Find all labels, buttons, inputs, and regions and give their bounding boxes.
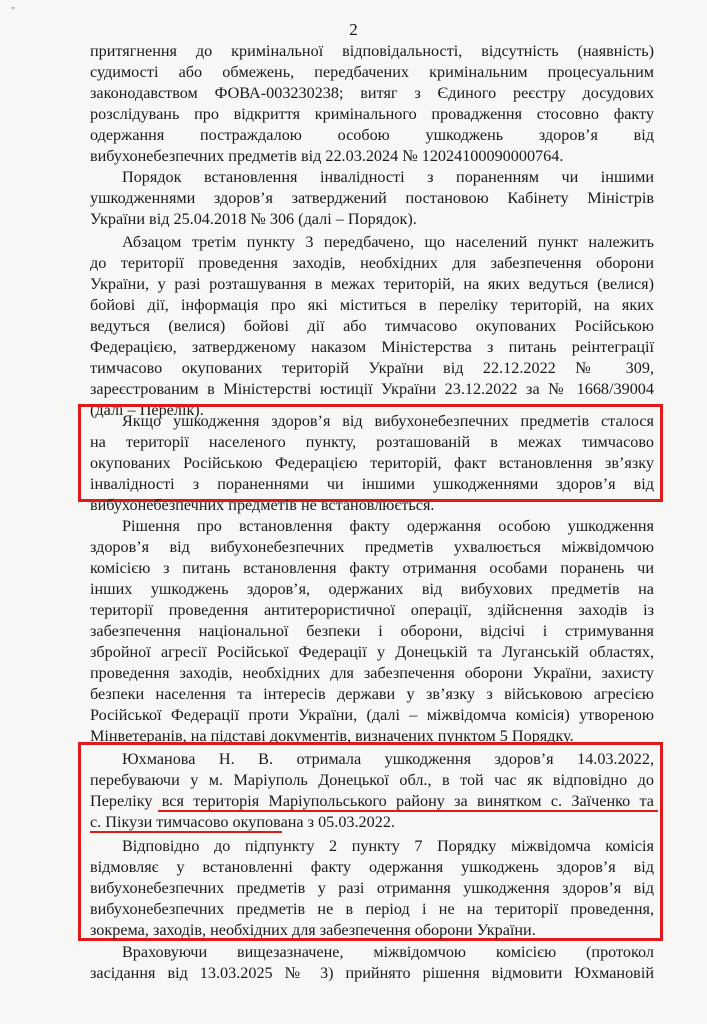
text-line: ушкодженнями здоров’я затверджений постановою Кабінету Міністрів	[90, 189, 654, 207]
page-number: 2	[349, 20, 358, 39]
scan-corner-mark: "	[11, 6, 16, 17]
text-line: на території населеного пункту, розташованій в межах тимчасово	[90, 433, 654, 451]
text-line: перебуваючи у м. Маріуполь Донецької обл., в той час як відповідно до	[90, 771, 654, 789]
text-line: зокрема, заходів, необхідних для забезпечення оборони України.	[90, 921, 536, 939]
text-line: Рішення про встановлення факту одержання особою ушкодження	[122, 517, 654, 535]
text-line: розслідувань про відкриття кримінального провадження стосовно факту	[90, 105, 654, 123]
text-line: с. Пікузи тимчасово окупована з 05.03.2022.	[90, 813, 395, 831]
text-line: Юхманова Н. В. отримала ушкодження здоров’я 14.03.2022,	[122, 750, 654, 768]
text-line: збройної агресії Російської Федерації у Донецькій та Луганській областях,	[90, 643, 654, 661]
text-line: Абзацом третім пункту 3 передбачено, що населений пункт належить	[122, 233, 654, 251]
text-line: зареєстрованим в Міністерстві юстиції України 23.12.2022 за № 1668/39004	[90, 380, 654, 398]
text-line: Порядок встановлення інвалідності з пораненням чи іншими	[122, 168, 654, 186]
text-line: інших ушкоджень здоров’я, одержаних від вибухових предметів на	[90, 580, 654, 598]
text-line: притягнення до кримінальної відповідальності, відсутність (наявність)	[90, 42, 654, 60]
text-line: законодавством ФОВА-003230238; витяг з Єдиного реєстру досудових	[90, 84, 654, 102]
text-line: вибухонебезпечних предметів у разі отримання ушкодження здоров’я від	[90, 879, 654, 897]
text-line: ведуться (велися) бойові дії або тимчасово окупованих Російською	[90, 317, 654, 335]
text-line: окупованих Російською Федерацією територій, факт встановлення зв’язку	[90, 454, 654, 472]
text-line: комісією з питань встановлення факту отримання особами поранень чи	[90, 559, 654, 577]
text-line: бойові дії, інформація про які міститься в переліку територій, на яких	[90, 296, 654, 314]
text-line: судимості або обмежень, передбачених кримінальним процесуальним	[90, 63, 654, 81]
text-line: Мінветеранів, на підставі документів, визначених пунктом 5 Порядку.	[90, 727, 574, 745]
text-line: території проведення антитерористичної операції, здійснення заходів із	[90, 601, 654, 619]
text-line: Російської Федерації проти України, (далі – міжвідомча комісія) утвореною	[90, 706, 654, 724]
text-line: Федерацією, затвердженому наказом Міністерства з питань реінтеграції	[90, 338, 654, 356]
text-line: до території проведення заходів, необхідних для забезпечення оборони	[90, 254, 654, 272]
text-line: проведення заходів, необхідних для забезпечення оборони України, захисту	[90, 664, 654, 682]
text-line: Враховуючи вищезазначене, міжвідомчою комісією (протокол	[122, 943, 654, 961]
text-line: Переліку вся територія Маріупольського району за винятком с. Заїченко та	[90, 792, 654, 810]
text-line: здоров’я від вибухонебезпечних предметів ухвалюється міжвідомчою	[90, 538, 654, 556]
text-line: інвалідності з пораненнями чи іншими ушкодженнями здоров’я від	[90, 475, 654, 493]
text-line: засідання від 13.03.2025 № 3) прийнято рішення відмовити Юхмановій	[90, 964, 654, 982]
red-underline	[90, 831, 282, 833]
text-line: вибухонебезпечних предметів від 22.03.2024 № 12024100090000764.	[90, 147, 564, 165]
text-line: тимчасово окупованих територій України від 22.12.2022 № 309,	[90, 359, 654, 377]
text-line: (далі – Перелік).	[90, 401, 204, 419]
text-line: Якщо ушкодження здоров’я від вибухонебезпечних предметів сталося	[122, 412, 654, 430]
text-line: безпеки населення та інтересів держави у зв’язку з військовою агресією	[90, 685, 654, 703]
text-line: одержання постраждалою особою ушкоджень здоров’я від	[90, 126, 654, 144]
text-line: вибухонебезпечних предметів не в період і не на території проведення,	[90, 900, 654, 918]
text-line: вибухонебезпечних предметів не встановлюється.	[90, 496, 435, 514]
text-line: забезпечення національної безпеки і оборони, відсічі і стримування	[90, 622, 654, 640]
text-line: України, у разі розташування в межах територій, на яких ведуться (велися)	[90, 275, 654, 293]
text-line: України від 25.04.2018 № 306 (далі – Порядок).	[90, 210, 417, 228]
text-line: Відповідно до підпункту 2 пункту 7 Порядку міжвідомча комісія	[122, 837, 654, 855]
text-line: відмовляє у встановленні факту одержання ушкоджень здоров’я від	[90, 858, 654, 876]
